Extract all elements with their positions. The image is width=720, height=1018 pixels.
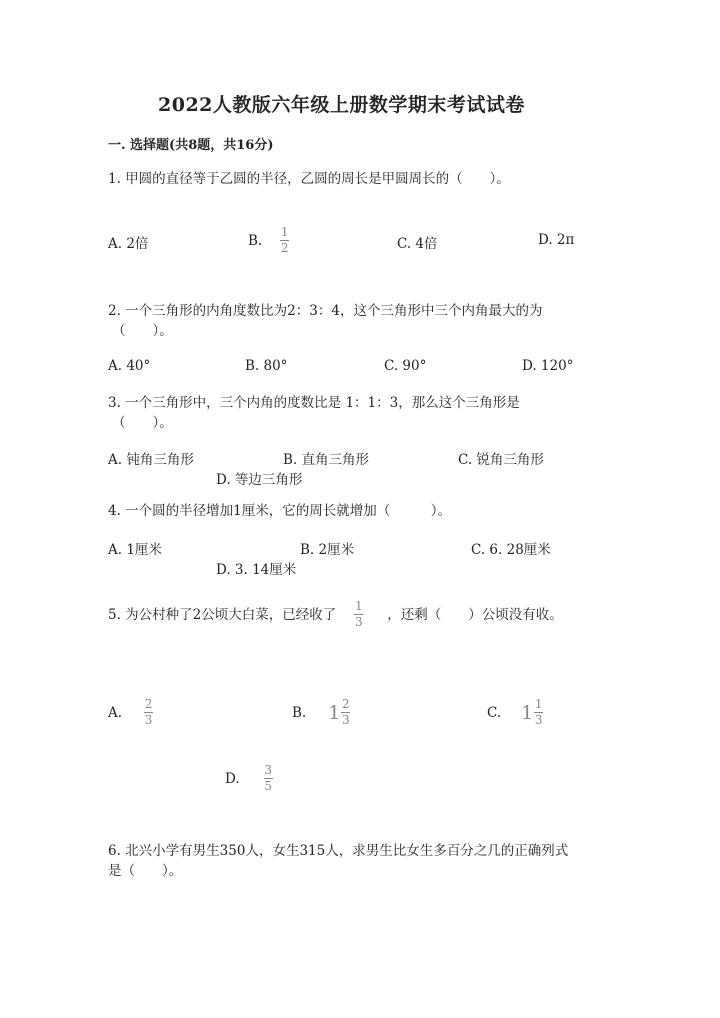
q2-option-c: C. 90° xyxy=(384,358,427,374)
question-3-text-line2: （ ）。 xyxy=(112,415,173,431)
q5-option-c xyxy=(487,698,543,727)
mixed-whole: 1 xyxy=(521,701,534,724)
q1-option-c: C. 4倍 xyxy=(397,236,438,252)
question-5-fraction xyxy=(354,600,363,629)
fraction-numerator: 1 xyxy=(534,697,543,711)
fraction-denominator: 3 xyxy=(341,713,350,727)
q4-option-c: C. 6. 28厘米 xyxy=(471,542,551,558)
q4-option-d: D. 3. 14厘米 xyxy=(216,562,297,578)
q1-option-a: A. 2倍 xyxy=(108,236,149,252)
q5-option-b xyxy=(292,698,350,727)
question-3-text-line1: 3. 一个三角形中，三个内角的度数比是 1：1：3，那么这个三角形是 xyxy=(108,395,520,411)
q5-option-a xyxy=(108,698,153,727)
fraction-denominator: 3 xyxy=(354,615,363,629)
question-5-text xyxy=(108,600,563,629)
q2-option-a: A. 40° xyxy=(108,358,151,374)
question-4-text: 4. 一个圆的半径增加1厘米，它的周长就增加（ ）。 xyxy=(108,503,452,519)
exam-title: 2022人教版六年级上册数学期末考试试卷 xyxy=(158,94,525,116)
mixed-whole: 1 xyxy=(328,701,341,724)
q2-option-b: B. 80° xyxy=(245,358,288,374)
q4-option-a: A. 1厘米 xyxy=(108,542,162,558)
q4-option-b: B. 2厘米 xyxy=(300,542,355,558)
q5-option-d xyxy=(225,764,273,793)
fraction-numerator: 1 xyxy=(354,599,363,613)
q5-option-b-label: B. xyxy=(292,704,307,721)
q1-option-d: D. 2π xyxy=(538,232,575,248)
question-6-text-line1: 6. 北兴小学有男生350人，女生315人，求男生比女生多百分之几的正确列式 xyxy=(108,843,569,859)
q5-option-d-fraction xyxy=(264,764,273,793)
fraction-denominator: 2 xyxy=(280,241,289,255)
q5-option-a-fraction xyxy=(144,698,153,727)
q3-option-b: B. 直角三角形 xyxy=(283,452,370,468)
q3-option-c: C. 锐角三角形 xyxy=(458,452,544,468)
fraction-denominator: 3 xyxy=(534,713,543,727)
q1-option-b-label: B. xyxy=(248,232,263,249)
q3-option-d: D. 等边三角形 xyxy=(216,472,303,488)
question-5-text-part1: 5. 为公村种了2公顷大白菜，已经收了 xyxy=(108,606,337,623)
fraction-numerator: 2 xyxy=(144,697,153,711)
fraction-denominator: 3 xyxy=(144,713,153,727)
q5-option-c-label: C. xyxy=(487,704,502,721)
question-2-text-line2: （ ）。 xyxy=(112,323,173,339)
fraction-numerator: 2 xyxy=(341,697,350,711)
question-5-text-part2: ，还剩（ ）公顷没有收。 xyxy=(387,606,563,623)
fraction-numerator: 1 xyxy=(280,225,289,239)
q1-option-b-fraction xyxy=(280,226,289,255)
section-heading: 一. 选择题(共8题，共16分) xyxy=(108,138,274,153)
q5-option-d-label: D. xyxy=(225,770,240,787)
fraction-denominator: 5 xyxy=(264,779,272,793)
q3-option-a: A. 钝角三角形 xyxy=(108,452,194,468)
q5-option-a-label: A. xyxy=(108,704,123,721)
fraction-numerator: 3 xyxy=(264,763,272,777)
q2-option-d: D. 120° xyxy=(522,358,574,374)
question-2-text-line1: 2. 一个三角形的内角度数比为2：3：4，这个三角形中三个内角最大的为 xyxy=(108,303,543,319)
question-6-text-line2: 是（ ）。 xyxy=(108,863,183,879)
q5-option-b-mixed-number xyxy=(328,698,350,727)
q5-option-c-mixed-number xyxy=(521,698,543,727)
q1-option-b xyxy=(248,226,289,255)
question-1-text: 1. 甲圆的直径等于乙圆的半径，乙圆的周长是甲圆周长的（ ）。 xyxy=(108,171,510,187)
